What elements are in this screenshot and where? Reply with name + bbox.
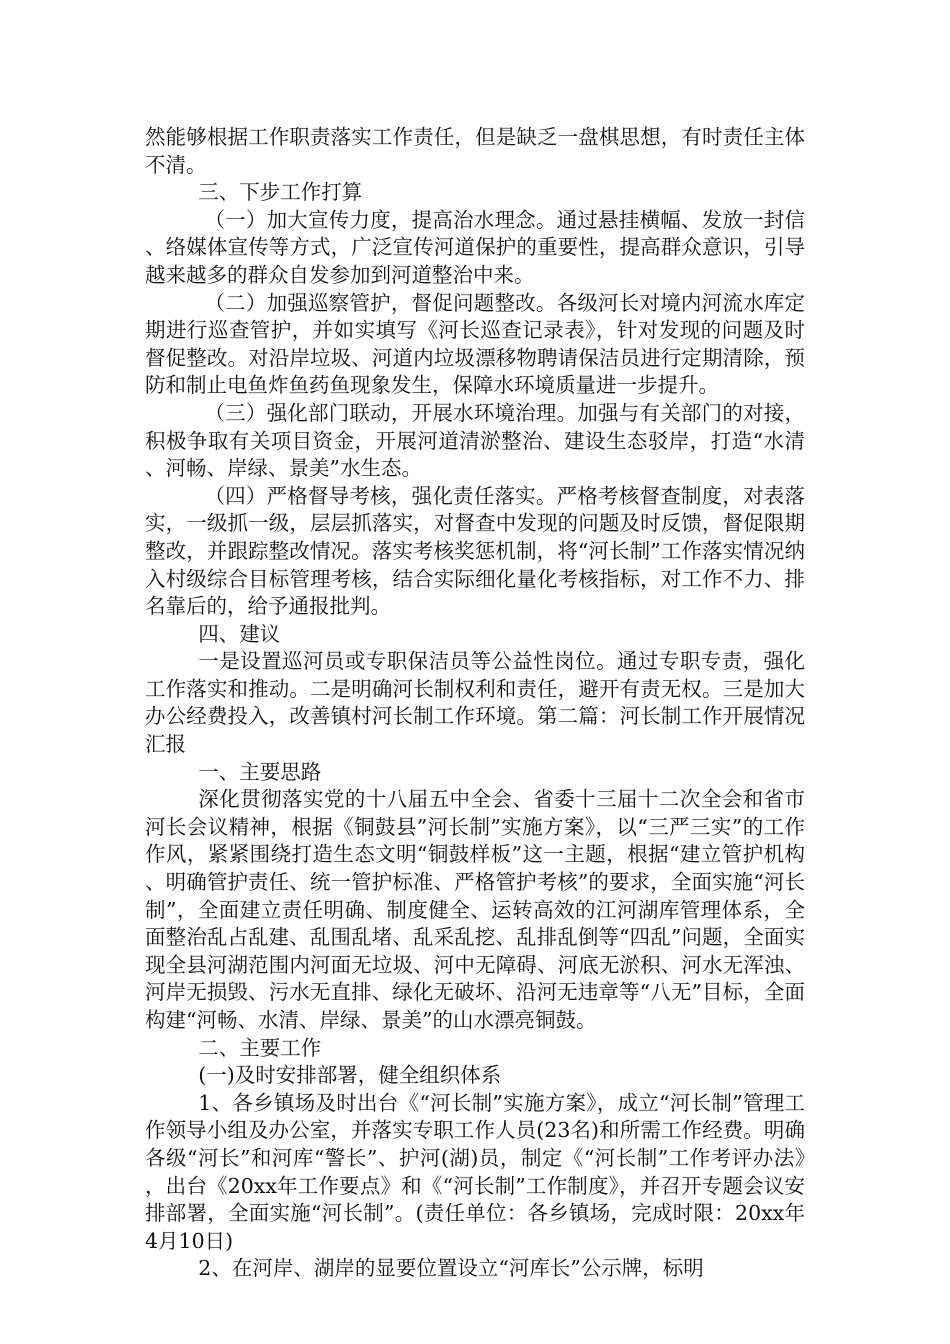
section-heading-3: 三、下步工作打算 <box>198 180 363 205</box>
section-heading-main-ideas: 一、主要思路 <box>198 759 322 784</box>
section-heading-4: 四、建议 <box>198 621 281 646</box>
paragraph-plan-4: （四）严格督导考核，强化责任落实。严格考核督查制度，对表落实，一级抓一级，层层抓落实，对督查中发现的问题及时反馈，督促限期整改，并跟踪整改情况。落实考核奖惩机制，将“河长制”工作落实情况纳入村级综合目标管理考核，结合实际细化量化考核指标，对工作不力、排名靠后的，给予通报批判。 <box>145 483 805 619</box>
subsection-heading-1: (一)及时安排部署，健全组织体系 <box>198 1063 502 1088</box>
paragraph-work-item-1: 1、各乡镇场及时出台《“河长制”实施方案》，成立“河长制”管理工作领导小组及办公室，并落实专职工作人员(23名)和所需工作经费。明确各级“河长”和河库“警长”、护河(湖)员，制定《“河长制”工作考评办法》，出台《20xx年工作要点》和《“河长制”工作制度》，并召开专题会议安排部署，全面实施“河长制”。(责任单位：各乡镇场，完成时限：20xx年4月10日) <box>145 1090 805 1253</box>
document-page <box>145 124 805 1283</box>
paragraph-1: 然能够根据工作职责落实工作责任，但是缺乏一盘棋思想，有时责任主体不清。 <box>145 125 805 177</box>
paragraph-plan-1: （一）加大宣传力度，提高治水理念。通过悬挂横幅、发放一封信、络媒体宣传等方式，广泛宣传河道保护的重要性，提高群众意识，引导越来越多的群众自发参加到河道整治中来。 <box>145 207 805 287</box>
section-heading-main-work: 二、主要工作 <box>198 1035 322 1060</box>
paragraph-work-item-2: 2、在河岸、湖岸的显要位置设立“河库长”公示牌，标明 <box>198 1256 704 1281</box>
paragraph-plan-2: （二）加强巡察管护，督促问题整改。各级河长对境内河流水库定期进行巡查管护，并如实填写《河长巡查记录表》，针对发现的问题及时督促整改。对沿岸垃圾、河道内垃圾漂移物聘请保洁员进行定期清除，预防和制止电鱼炸鱼药鱼现象发生，保障水环境质量进一步提升。 <box>145 290 805 398</box>
paragraph-suggestions: 一是设置巡河员或专职保洁员等公益性岗位。通过专职专责，强化工作落实和推动。二是明确河长制权利和责任，避开有责无权。三是加大办公经费投入，改善镇村河长制工作环境。第二篇：河长制工作开展情况汇报 <box>145 649 805 757</box>
paragraph-main-ideas: 深化贯彻落实党的十八届五中全会、省委十三届十二次全会和省市河长会议精神，根据《铜鼓县”河长制”实施方案》，以“三严三实”的工作作风，紧紧围绕打造生态文明“铜鼓样板”这一主题，根据“建立管护机构、明确管护责任、统一管护标准、严格管护考核”的要求，全面实施“河长制”，全面建立责任明确、制度健全、运转高效的江河湖库管理体系，全面整治乱占乱建、乱围乱堵、乱采乱挖、乱排乱倒等“四乱”问题，全面实现全县河湖范围内河面无垃圾、河中无障碍、河底无淤积、河水无浑浊、河岸无损毁、污水无直排、绿化无破坏、沿河无违章等“八无”目标，全面构建“河畅、水清、岸绿、景美”的山水漂亮铜鼓。 <box>145 787 805 1032</box>
paragraph-plan-3: （三）强化部门联动，开展水环境治理。加强与有关部门的对接，积极争取有关项目资金，开展河道清淤整治、建设生态驳岸，打造“水清、河畅、岸绿、景美”水生态。 <box>145 400 805 481</box>
